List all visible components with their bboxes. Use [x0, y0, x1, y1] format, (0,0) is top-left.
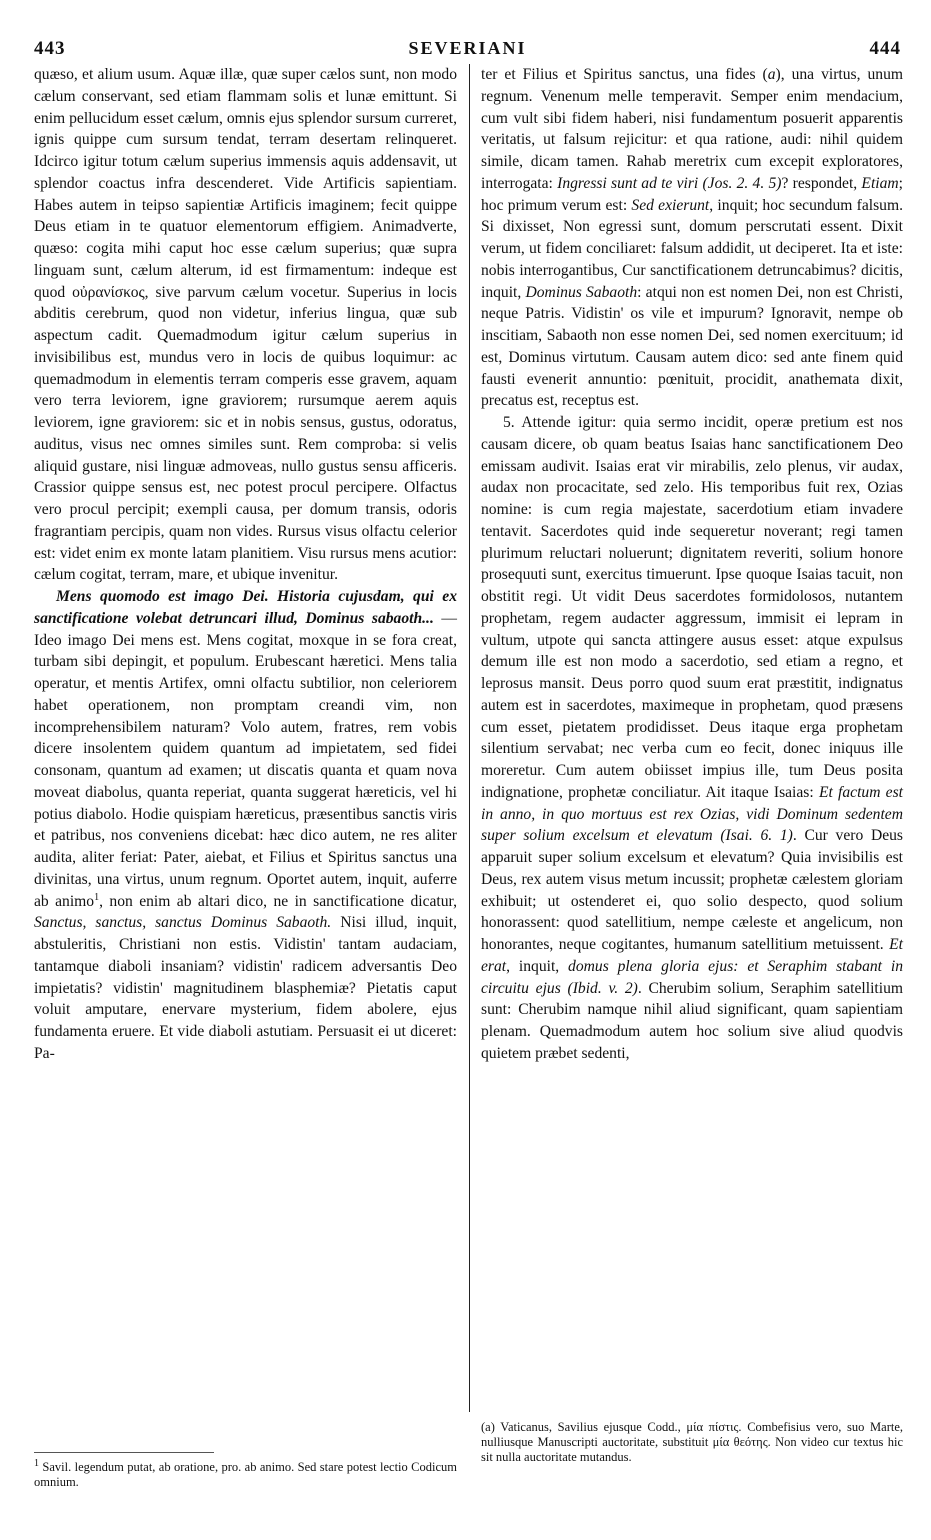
running-title: SEVERIANI	[408, 38, 527, 58]
left-paragraph: quæso, et alium usum. Aquæ illæ, quæ super cælos sunt, non modo cælum conservant, sed etiam flammam solis et lunæ emittunt. Si enim pellucidum esset cælum, omnis ejus splendor sursum curreret, ignis quippe cum sursum tendat, terram desertam relinqueret. Idcirco igitur totum cælum superius immensis aquis addensavit, ut splendor coactus infra descenderet. Vide Artificis sapientiam. Habes autem in teipso sapientiæ Artificis imaginem; fecit quippe Deus etiam in te quatuor elementorum effigiem. Animadverte, quæso: cogita mihi caput hoc esse cælum superius; quæ supra linguam sunt, cælum alterum, id est firmamentum: indeque est quod οὐρανίσκος, sive parvum cælum vocetur. Superius in locis abditis cerebrum, quod non videtur, inferius lingua, quæ sub aspectum cadit. Quemadmodum igitur cælum superius in invisibilibus est, mundus vero in locis de quibus loquimur: ac quemadmodum in elementis terram comperis esse gravem, aquam vero terra leviorem, igne graviorem; rursumque aerem aquis leviorem, igne graviorem: sic et in nobis sensus, gustus, odoratus, auditus, visus nec omnes similes sunt. Rem comproba: si velis aliquid gustare, nisi linguæ admoveas, nullo gustus sensu afficeris. Crassior quippe sensus est, nec potest procul percipere. Olfactus vero procul percipit; exempli causa, per domum transis, odoris fragrantiam percipis, quam non vides. Rursus visus olfactu celerior est: videt enim ex monte latam planitiem. Visu rursus mens acutior: cælum cogitat, terram, mare, et ubique invenitur.	[34, 66, 457, 584]
left-paragraph-2: Mens quomodo est imago Dei. Historia cujusdam, qui ex sanctificatione volebat detruncari illud, Dominus sabaoth... — Ideo imago Dei mens est. Mens cogitat, moxque in se fora creat, turbam sibi depingit, et populum. Erubescant hæretici. Mens talia operatur, et mentis Artifex, omni olfactu subtilior, non celeriorem habet operationem, non promptam creandi vim, non incomprehensibilem naturam? Volo autem, fratres, rem vobis dicere insolentem quidem quantum ad impietatem, sed fidei consonam, quantum ad examen; ut discatis quanta et quam nova moveat diabolus, quanta reperiat, quanta suggerat hæreticis, vel hi potius diabolo. Hodie quispiam hæreticus, præsentibus sanctis viris et patribus, nos conveniens dicebat: hæc dico autem, ne res aliter audita, aliter feriat: Pater, aiebat, et Filius et Spiritus sanctus una divinitas, una virtus, unum regnum. Oportet autem, inquit, auferre ab animo$^1$, non enim ab altari dico, ne in sanctificatione dicatur, Sanctus, sanctus, sanctus Dominus Sabaoth. Nisi illud, inquit, abstuleritis, Christiani non estis. Vidistin' tantam audaciam, tantamque diaboli insaniam? vidistin' radicem adversantis Deo impietatis? vidistin' magnitudinem blasphemiæ? Pietatis caput voluit amputare, enervare mysterium, fidem abolere, ejus fundamenta eruere. Et vide diaboli astutiam. Persuasit ei ut diceret: Pa-	[34, 588, 458, 1062]
footnote-right: (a) Vaticanus, Savilius ejusque Codd., μία πίστις. Combefisius vero, suo Marte, nulliusque Manuscripti auctoritate, substituit μία θεότης. Non video cur textus hic sit nulla auctoritate mutandus.	[481, 1420, 903, 1464]
footnote-marker: 1	[94, 891, 100, 903]
footnote-left: $^1$ Savil. legendum putat, ab oratione, pro. ab animo. Sed stare potest lectio Codicum omnium.	[34, 1457, 457, 1489]
scripture-quote: Sed exierunt	[631, 196, 710, 214]
left-page-number: 443	[34, 38, 66, 59]
scripture-quote: Et erat	[481, 936, 903, 975]
scripture-quote: Ingressi sunt ad te viri (Jos. 2. 4. 5)	[557, 174, 782, 192]
scripture-quote: domus plena gloria ejus: et Seraphim stabant in circuitu ejus (Ibid. v. 2)	[481, 957, 903, 997]
right-column	[481, 64, 903, 1065]
scripture-quote: Etiam	[861, 174, 899, 192]
scripture-quote: Sanctus, sanctus, sanctus Dominus Sabaoth.	[34, 914, 332, 932]
column-divider	[469, 64, 470, 1412]
right-paragraph-2: 5. Attende igitur: quia sermo incidit, operæ pretium est nos causam dicere, ob quam beatus Isaias hanc sanctificationem Deo emissam audivit. Isaias erat vir mirabilis, zelo plenus, vir audax, audax non procacitate, sed zelo. His temporibus fuit rex, Ozias nomine: is cum regia majestate, sacerdotium etiam invadere tentavit. Sacerdotes quid inde sequeretur noverant; regi tamen plurimum reluctari noluerunt; dignitatem reveriti, solium honore prosequuti sunt, exercitus timuerunt. Ipse quoque Isaias tacuit, non obstitit regi. Ut vidit Deus sacerdotes formidolosos, nutantem prophetam, regem audacter aggressum, immisit ei lepram in vultum, utpote qui sancta attingere ausus esset: atque expulsus demum ille est non modo a sacerdotio, sed etiam a regno, et leprosus mansit. Deus porro quod suum erat præstitit, indignatus autem est in sacerdotes, maximeque in prophetam, quod præsens cum esset, pietatem prodidisset. Deus itaque erga prophetam silentium servabat; nec verba cum eo fecit, donec iniquus ille moreretur. Cum autem obiisset impius ille, tum Deus posita indignatione, prophetæ conciliatur. Ait itaque Isaias: Et factum est in anno, in quo mortuus est rex Ozias, vidi Dominum sedentem super solium excelsum et elevatum (Isai. 6. 1). Cur vero Deus apparuit super solium excelsum et elevatum? Quia invisibilis est Deus, rex autem visus metum incussit; prophetæ cælestem gloriam exhibuit; ut ostenderet ei, quo solio despecto, quod solium honorassent: quod satellitium, nempe cæleste et angelicum, non honorantes, neque cogitantes, humanum satellitium metuissent. Et erat, inquit, domus plena gloria ejus: et Seraphim stabant in circuitu ejus (Ibid. v. 2). Cherubim solium, Seraphim satellitium sunt: Cherubim namque nihil aliud significant, quam sapientiam plenam. Quemadmodum autem hoc solium sive aliud quodvis quietem præbet sedenti,	[481, 414, 903, 1062]
section-summary: Mens quomodo est imago Dei. Historia cujusdam, qui ex sanctificatione volebat detruncari illud, Dominus sabaoth...	[34, 588, 457, 627]
right-page-number: 444	[869, 38, 901, 59]
footnote-rule	[34, 1452, 214, 1453]
note-marker: a	[767, 66, 776, 83]
left-column	[34, 64, 457, 1065]
scripture-quote: Et factum est in anno, in quo mortuus est rex Ozias, vidi Dominum sedentem super solium excelsum et elevatum (Isai. 6. 1)	[481, 783, 903, 845]
page-header	[34, 38, 901, 62]
scripture-quote: Dominus Sabaoth	[525, 283, 638, 301]
right-paragraph-1: ter et Filius et Spiritus sanctus, una fides (a), una virtus, unum regnum. Venenum melle temperavit. Semper enim mendacium, cum vult sibi fidem haberi, nisi fundamentum posuerit apparentis veritatis, ut falsum rejicitur: et qua ratione, audi: nihil quidem simile, dicam tamen. Rahab meretrix cum excepit exploratores, interrogata: Ingressi sunt ad te viri (Jos. 2. 4. 5)? respondet, Etiam; hoc primum verum est: Sed exierunt, inquit; hoc secundum falsum. Si dixisset, Non egressi sunt, domum perscrutati essent. Dixit verum, ut fidem conciliaret: falsum addidit, ut deciperet. Ita et iste: nobis interrogantibus, Cur sanctificationem detruncabimus? dicitis, inquit, Dominus Sabaoth: atqui non est nomen Dei, non est Christi, neque Patris. Vidistin' os vile et impurum? Ignoravit, nempe ob inscitiam, Sabaoth non esse nomen Dei, sed nomen exercituum; id est, Dominus virtutum. Causam autem dico: sed ante finem quid fausti evenerit annuntio: pœnituit, procidit, anathemata dixit, precatus est, receptus est.	[481, 66, 904, 410]
